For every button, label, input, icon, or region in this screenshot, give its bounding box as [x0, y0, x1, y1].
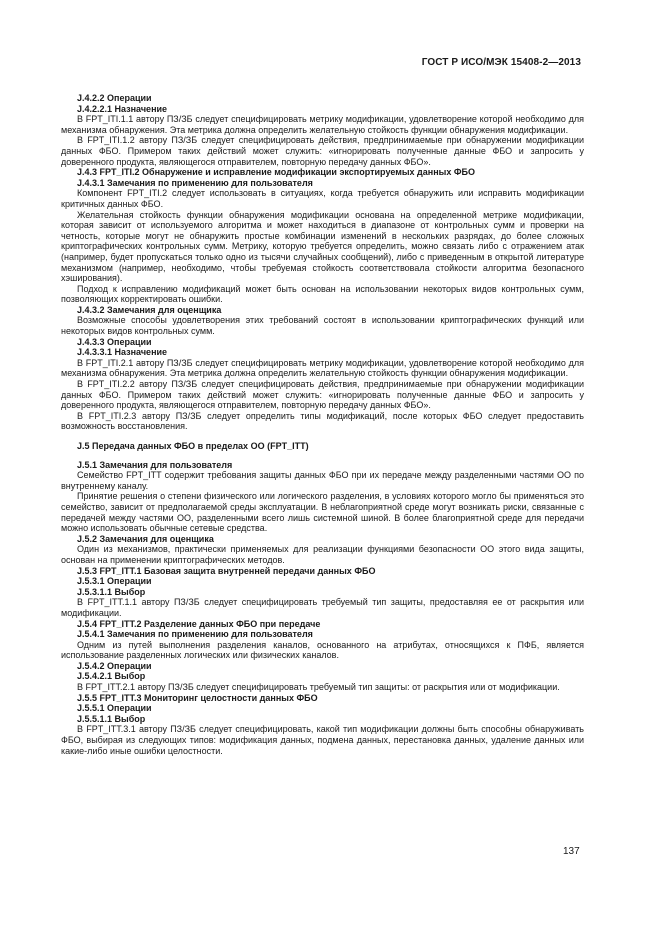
paragraph: Одним из путей выполнения разделения каналов, основанного на атрибутах, относящихся к ПФБ, является использование разделенных логических или физических каналов. [61, 639, 584, 661]
document-header: ГОСТ Р ИСО/МЭК 15408-2—2013 [421, 57, 581, 68]
paragraph: В FPT_ITI.1.2 автору ПЗ/ЗБ следует специфицировать действия, предпринимаемые при обнаружении модификации данных ФБО. Примером таких действий может служить: «игнорировать полученные данные ФБО и запросить у доверенного продукта, являющегося отправителем, повторную передачу данных ФБО». [61, 135, 584, 167]
document-body [61, 93, 584, 756]
paragraph: Семейство FPT_ITT содержит требования защиты данных ФБО при их передаче между разделенными частями ОО по внутреннему каналу. [61, 470, 584, 491]
subsection-heading: J.5.3.1.1 Выбор [77, 586, 146, 597]
section-heading: J.5 Передача данных ФБО в пределах ОО (FPT_ITT) [77, 441, 309, 451]
paragraph: Возможные способы удовлетворения этих требований состоят в использовании криптографических функций или некоторых видов контрольных сумм. [61, 315, 584, 337]
paragraph: Желательная стойкость функции обнаружения модификации основана на определенной метрике модификации, которая зависит от используемого алгоритма и может находиться в диапазоне от контрольных сумм и проверки на четность, которые могут не обнаружить простые комбинации изменений в нескольких разрядах, до более сложных криптографических контрольных сумм. Метрику, которую требуется определить, можно связать либо с отражением атак (например, будет пропускаться только одно из тысячи случайных сообщений), либо с приведенным в открытой литературе механизмом (например, необходимо, чтобы требуемая стойкость соответствовала стойкости алгоритма безопасного хэширования). [61, 209, 584, 284]
subsection-heading: J.4.2.2 Операции [77, 93, 152, 103]
subsection-heading: J.4.3.3.1 Назначение [77, 347, 168, 358]
subsection-heading: J.4.2.2.1 Назначение [77, 103, 168, 114]
paragraph: Подход к исправлению модификаций может быть основан на использовании некоторых видов контрольных сумм, позволяющих корректировать ошибки. [61, 283, 584, 305]
subsection-heading: J.5.1 Замечания для пользователя [77, 459, 233, 470]
page-number: 137 [563, 846, 580, 857]
subsection-heading: J.5.5 FPT_ITT.3 Мониторинг целостности данных ФБО [77, 692, 318, 703]
subsection-heading: J.5.2 Замечания для оценщика [77, 533, 214, 544]
subsection-heading: J.5.5.1 Операции [77, 703, 152, 714]
paragraph: В FPT_ITT.1.1 автору ПЗ/ЗБ следует специфицировать требуемый тип защиты, предоставляя ее от раскрытия или модификации. [61, 597, 584, 618]
subsection-heading: J.5.3.1 Операции [77, 576, 152, 587]
subsection-heading: J.5.5.1.1 Выбор [77, 713, 146, 724]
subsection-heading: J.5.4.2 Операции [77, 660, 152, 671]
subsection-heading: J.4.3.1 Замечания по применению для пользователя [77, 177, 313, 188]
paragraph: Один из механизмов, практически применяемых для реализации функциями безопасности ОО этого вида защиты, основан на применении криптографических методов. [61, 544, 584, 565]
paragraph: В FPT_ITI.2.2 автору ПЗ/ЗБ следует специфицировать действия, предпринимаемые при обнаружении модификации данных ФБО. Примером таких действий может служить: «игнорировать полученные данные ФБО и запросить у доверенного продукта, являющегося отправителем, повторную передачу данных ФБО». [61, 379, 584, 411]
subsection-heading: J.4.3 FPT_ITI.2 Обнаружение и исправление модификации экспортируемых данных ФБО [77, 167, 475, 178]
paragraph: Компонент FPT_ITI.2 следует использовать в ситуациях, когда требуется обнаружить или исправить модификации критичных данных ФБО. [61, 188, 584, 209]
paragraph: В FPT_ITI.1.1 автору ПЗ/ЗБ следует специфицировать метрику модификации, удовлетворение которой необходимо для механизма обнаружения. Эта метрика должна определить желательную стойкость функции обнаружения модификации. [61, 114, 584, 135]
paragraph: В FPT_ITT.3.1 автору ПЗ/ЗБ следует специфицировать, какой тип модификации должны быть способны обнаруживать ФБО, выбирая из следующих типов: модификация данных, подмена данных, перестановка данных, удаление данных или какие-либо иные ошибки целостности. [61, 724, 584, 756]
paragraph: В FPT_ITT.2.1 автору ПЗ/ЗБ следует специфицировать требуемый тип защиты: от раскрытия или от модификации. [77, 682, 560, 693]
subsection-heading: J.5.4 FPT_ITT.2 Разделение данных ФБО при передаче [77, 618, 321, 629]
paragraph: В FPT_ITI.2.3 автору ПЗ/ЗБ следует определить типы модификаций, после которых ФБО следует предоставить возможность восстановления. [61, 410, 584, 432]
subsection-heading: J.5.4.1 Замечания по применению для пользователя [77, 629, 313, 640]
subsection-heading: J.4.3.2 Замечания для оценщика [77, 304, 222, 315]
paragraph: Принятие решения о степени физического или логического разделения, в условиях которого могло бы применяться это семейство, зависит от предполагаемой среды эксплуатации. В неблагоприятной среде могут возникать риски, связанные с передачей между частями ОО, разделенными всего лишь системной шиной. В более благоприятной среде для передачи можно использовать обычные сетевые средства. [61, 491, 584, 534]
subsection-heading: J.4.3.3 Операции [77, 336, 152, 347]
subsection-heading: J.5.3 FPT_ITT.1 Базовая защита внутренней передачи данных ФБО [77, 565, 376, 576]
paragraph: В FPT_ITI.2.1 автору ПЗ/ЗБ следует специфицировать метрику модификации, удовлетворение которой необходимо для механизма обнаружения. Эта метрика должна определить желательную стойкость функции обнаружения модификации. [61, 357, 584, 379]
subsection-heading: J.5.4.2.1 Выбор [77, 671, 146, 682]
